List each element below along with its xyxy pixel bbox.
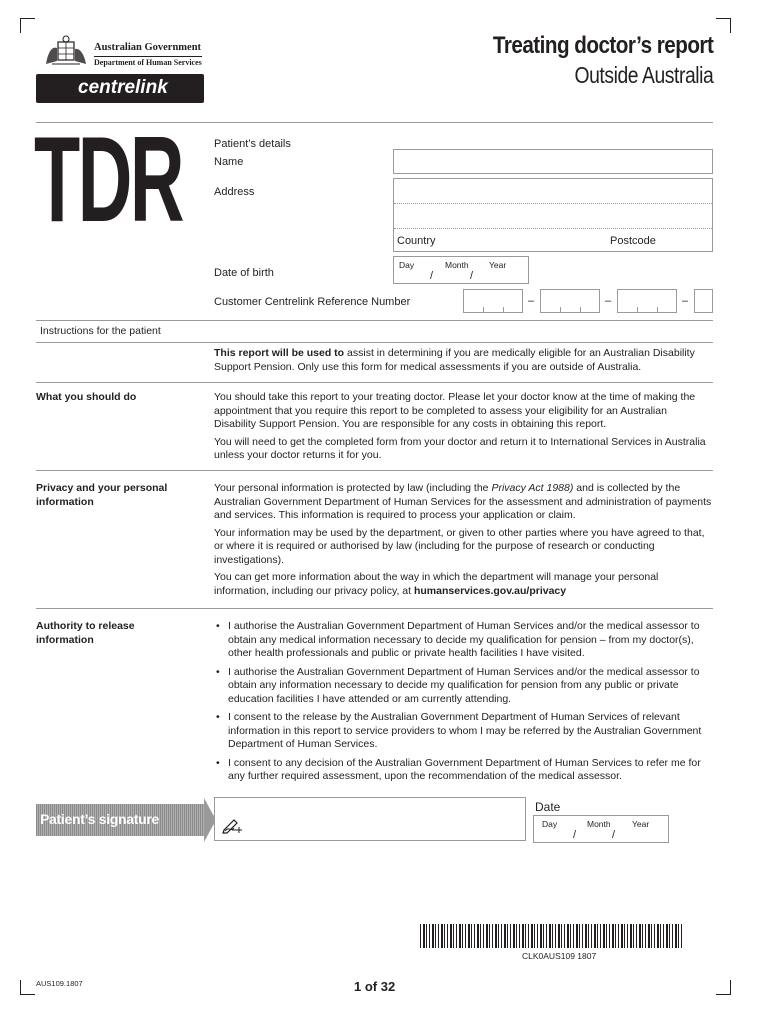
crn-box-3[interactable] <box>617 289 677 313</box>
department-name: Department of Human Services <box>94 58 202 67</box>
address-line-2 <box>394 228 712 229</box>
name-input[interactable] <box>393 149 713 174</box>
signature-month-label: Month <box>587 819 611 829</box>
crop-mark-bottom-right <box>716 980 731 995</box>
form-code: TDR <box>34 111 183 247</box>
privacy-rule <box>36 608 713 609</box>
crop-mark-bottom-left <box>20 980 35 995</box>
barcode-text: CLK0AUS109 1807 <box>522 951 597 961</box>
authority-item-2: • I authorise the Australian Government Department of Human Services and/or the medical assessor to obtain any information necessary to decide my qualification for pension from any public or private education facilities I have attended or am currently attending. <box>214 666 712 707</box>
authority-heading: Authority to release information <box>36 620 135 646</box>
dob-slash-1: / <box>430 270 434 282</box>
address-label: Address <box>214 186 255 198</box>
privacy-p1: Your personal information is protected by law (including the Privacy Act 1988) and is collected by the Australian Government Department of Human Services for the assessment and administration of payments and services. This information is required to process your application or claim. <box>214 482 712 521</box>
crn-dash-1: – <box>528 295 535 307</box>
privacy-p3: You can get more information about the way in which the department will manage your personal information, including our privacy policy, at humanservices.gov.au/privacy <box>214 571 659 597</box>
signature-label: Patient’s signature <box>40 811 160 827</box>
crn-dash-2: – <box>605 295 612 307</box>
instructions-rule <box>36 342 713 343</box>
privacy-link[interactable]: humanservices.gov.au/privacy <box>413 584 567 597</box>
barcode <box>420 924 684 948</box>
dob-day-label: Day <box>399 260 415 270</box>
what-to-do-rule <box>36 470 713 471</box>
what-to-do-p1: You should take this report to your treating doctor. Please let your doctor know at the time of making the appointment that you require this report to be completed to assess your eligibility for an Australian Disability Support Pension. You are responsible for any costs in obtaining this report. <box>214 391 696 430</box>
signature-input[interactable] <box>214 797 526 841</box>
government-name: Australian Government <box>94 42 202 53</box>
centrelink-banner <box>36 74 204 103</box>
crn-box-1[interactable] <box>463 289 523 313</box>
privacy-body <box>214 482 712 602</box>
government-crest-icon <box>42 34 90 68</box>
pen-icon <box>222 816 244 834</box>
page-number: 1 of 32 <box>354 979 396 994</box>
dob-month-label: Month <box>445 260 469 270</box>
privacy-heading: Privacy and your personal information <box>36 482 168 508</box>
dob-label: Date of birth <box>214 267 274 279</box>
patient-details-label: Patient’s details <box>214 138 291 150</box>
signature-date-label: Date <box>535 800 561 814</box>
postcode-label: Postcode <box>610 235 656 247</box>
dob-slash-2: / <box>470 270 474 282</box>
crop-mark-top-left <box>20 18 35 33</box>
signature-year-label: Year <box>632 819 650 829</box>
signature-day-label: Day <box>542 819 558 829</box>
details-rule <box>36 320 713 321</box>
address-input[interactable] <box>393 178 713 252</box>
privacy-p2: Your information may be used by the department, or given to other parties where you have agreed to that, or where it is required or authorised by law (including for the purpose of research or conducting investigations). <box>214 526 705 566</box>
intro-rule <box>36 382 713 383</box>
crn-label: Customer Centrelink Reference Number <box>214 296 411 308</box>
dob-year-label: Year <box>489 260 507 270</box>
authority-item-1: • I authorise the Australian Government Department of Human Services and/or the medical assessor to obtain any medical information necessary to decide my qualification for pension – from my doctor(s), other health professionals and public or private health facilities I have visited. <box>214 620 712 661</box>
page-subtitle: Outside Australia <box>574 62 713 88</box>
name-label: Name <box>214 156 244 168</box>
form-id: AUS109.1807 <box>36 979 83 988</box>
signature-slash-2: / <box>612 829 616 841</box>
authority-body <box>214 620 712 789</box>
authority-item-3: • I consent to the release by the Australian Government Department of Human Services of relevant information in this report to service providers to whom I may be referred by the Australian Government Department of Human Services. <box>214 711 712 752</box>
country-label: Country <box>397 235 436 247</box>
page-title: Treating doctor’s report <box>492 32 713 59</box>
centrelink-brand: centrelink <box>78 77 168 98</box>
crn-box-4[interactable] <box>694 289 713 313</box>
authority-item-4: • I consent to any decision of the Australian Government Department of Human Services to refer me for any further required assessment, upon the recommendation of the medical assessor. <box>214 757 712 784</box>
crn-dash-3: – <box>682 295 689 307</box>
instructions-intro <box>214 347 710 374</box>
crop-mark-top-right <box>716 18 731 33</box>
address-line-1 <box>394 203 712 204</box>
intro-rest: assist in determining if you are medically eligible for an Australian Disability Support Pension. Only use this form for medical assessments if you are outside of Australia. <box>214 347 695 373</box>
gov-divider <box>94 56 202 57</box>
crn-box-2[interactable] <box>540 289 600 313</box>
what-to-do-p2: You will need to get the completed form from your doctor and return it to International Services in Australia unless your doctor returns it for you. <box>214 435 706 461</box>
what-to-do-heading: What you should do <box>36 391 137 403</box>
what-to-do-body <box>214 391 710 467</box>
intro-bold: This report will be used to <box>214 347 345 359</box>
instructions-heading: Instructions for the patient <box>40 325 161 337</box>
signature-slash-1: / <box>573 829 577 841</box>
